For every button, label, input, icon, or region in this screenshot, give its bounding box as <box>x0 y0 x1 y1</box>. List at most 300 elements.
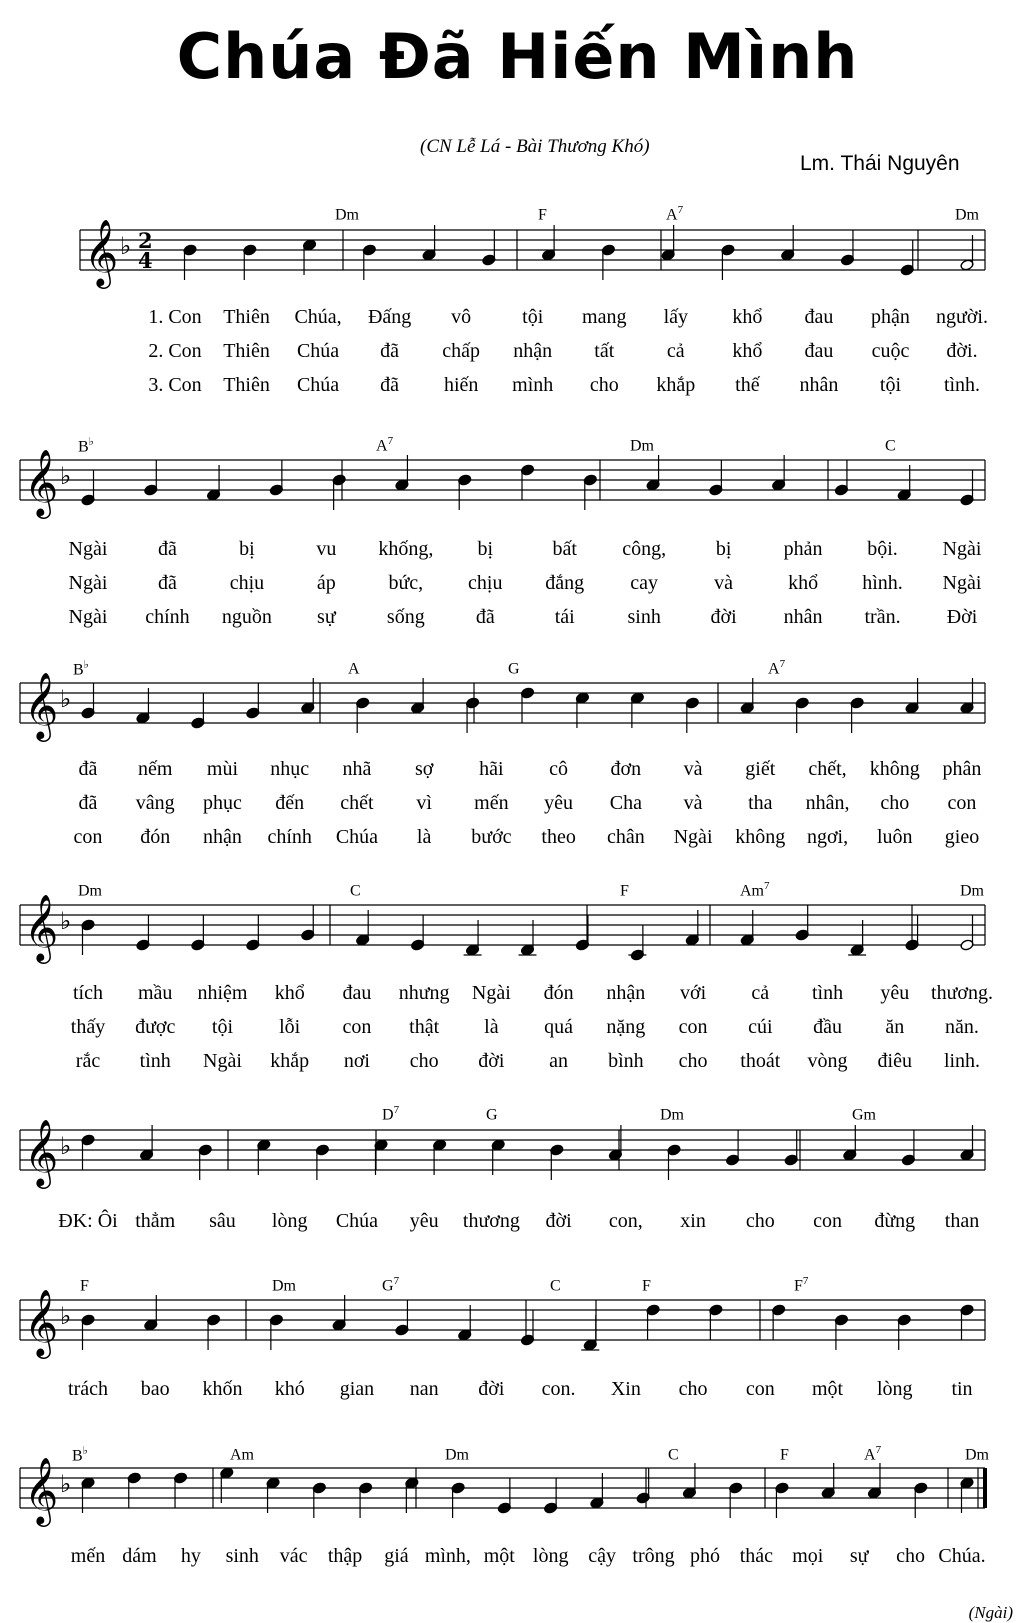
lyric-word: nhiệm <box>197 982 248 1004</box>
chord-root: F <box>80 1277 89 1295</box>
lyric-word: cậy <box>588 1545 616 1567</box>
lyric-word: mọi <box>792 1545 824 1567</box>
lyric-word: điêu <box>877 1050 912 1072</box>
lyric-word: khó <box>274 1378 305 1400</box>
chord-root: B <box>78 438 89 456</box>
flat-icon: ♭ <box>60 1470 72 1498</box>
lyric-word: cho <box>678 1050 708 1072</box>
chord-extension: 7 <box>393 1275 400 1287</box>
chord-symbol <box>335 204 359 224</box>
lyric-word: thương <box>462 1210 520 1232</box>
lyric-word: phận <box>871 306 910 328</box>
flat-icon: ♭ <box>60 1302 72 1330</box>
lyric-word: chính <box>145 606 190 628</box>
chord-root: F <box>642 1277 651 1295</box>
lyric-word: cho <box>409 1050 439 1072</box>
treble-clef-icon: 𝄞 <box>24 671 59 739</box>
chord-root: D <box>382 1106 394 1124</box>
lyric-word: Đấng <box>367 306 412 328</box>
lyric-word: yêu <box>544 792 574 814</box>
lyric-word: thế <box>735 374 760 396</box>
chord-root: Dm <box>660 1106 684 1124</box>
lyric-word: con, <box>608 1210 643 1232</box>
chord-root: Dm <box>630 437 654 455</box>
chord-symbol <box>780 1444 789 1464</box>
lyric-word: con <box>73 826 103 848</box>
lyric-word: an <box>549 1050 569 1072</box>
lyric-word: xin <box>680 1210 706 1232</box>
chord-extension: ♭ <box>82 1445 88 1457</box>
lyric-word: mến <box>474 792 509 814</box>
flat-icon: ♭ <box>60 685 72 713</box>
chord-extension: 7 <box>387 435 394 447</box>
chord-symbol <box>864 1444 881 1464</box>
chord-extension: 7 <box>764 880 770 892</box>
lyric-word: Chúa <box>296 340 340 362</box>
lyric-word: thật <box>409 1016 440 1038</box>
lyric-word: khốn <box>202 1378 243 1400</box>
lyric-word: không <box>735 826 786 848</box>
lyric-word: thoát <box>740 1050 781 1072</box>
lyric-word: và <box>714 572 734 594</box>
lyric-word: sâu <box>209 1210 236 1232</box>
lyric-word: bị <box>715 538 732 560</box>
lyric-word: mến <box>70 1545 106 1567</box>
lyric-word: tha <box>748 792 773 814</box>
chord-root: A <box>864 1446 876 1464</box>
lyric-word: áp <box>316 572 336 594</box>
chord-root: Dm <box>335 206 359 224</box>
lyric-word: thương. <box>931 982 993 1004</box>
lyric-word: vâng <box>135 792 175 814</box>
lyric-word: phó <box>689 1545 720 1567</box>
treble-clef-icon: 𝄞 <box>84 218 119 286</box>
time-signature-top: 2 <box>138 228 153 253</box>
lyric-word: Thiên <box>223 306 270 328</box>
staff-system-2 <box>0 440 1035 520</box>
chord-root: Gm <box>852 1106 876 1124</box>
chord-root: G <box>382 1277 394 1295</box>
chord-extension: 7 <box>677 204 684 216</box>
treble-clef-icon: 𝄞 <box>24 1288 59 1356</box>
lyric-word: cho <box>745 1210 775 1232</box>
chord-root: A <box>348 660 360 678</box>
lyric-word: và <box>683 792 703 814</box>
lyric-word: tội <box>522 306 544 328</box>
lyric-word: đời <box>545 1210 572 1232</box>
chord-symbol <box>794 1275 808 1295</box>
chord-symbol <box>80 1275 89 1295</box>
lyric-word: cô <box>549 758 569 780</box>
chord-symbol <box>642 1275 651 1295</box>
lyric-word: nếm <box>138 758 173 780</box>
composer-name: Lm. Thái Nguyên <box>800 152 960 175</box>
lyric-word: đừng <box>874 1210 916 1232</box>
lyric-word: đời <box>478 1050 505 1072</box>
staff-system-1 <box>0 210 1035 290</box>
chord-root: F <box>538 206 547 224</box>
chord-symbol <box>348 658 360 678</box>
chord-symbol <box>960 880 984 900</box>
lyric-word: một <box>483 1545 515 1567</box>
chord-root: Am <box>230 1446 254 1464</box>
lyric-word: khổ <box>274 982 305 1004</box>
lyric-word: đã <box>475 606 495 628</box>
staff-system-6 <box>0 1280 1035 1360</box>
chord-root: Dm <box>445 1446 469 1464</box>
lyric-word: cay <box>630 572 659 594</box>
lyric-word: là <box>484 1016 499 1038</box>
lyric-word: con <box>813 1210 842 1232</box>
lyric-word: chính <box>267 826 312 848</box>
lyric-word: hy <box>180 1545 201 1567</box>
chord-root: Am <box>740 882 764 900</box>
lyric-word: con. <box>541 1378 576 1400</box>
lyric-word: bao <box>140 1378 170 1400</box>
lyric-word: Ngài <box>203 1050 242 1072</box>
lyric-word: Ngài <box>471 982 511 1004</box>
chord-symbol <box>508 658 520 678</box>
lyric-word: cả <box>666 340 685 362</box>
chord-symbol <box>230 1444 254 1464</box>
treble-clef-icon: 𝄞 <box>24 1456 59 1524</box>
lyric-word: chân <box>606 826 645 848</box>
lyric-word: mình, <box>424 1545 471 1567</box>
lyric-word: trần. <box>864 606 901 628</box>
lyric-word: luôn <box>876 826 913 848</box>
chord-extension: 7 <box>393 1104 400 1116</box>
lyric-word: nhân, <box>805 792 850 814</box>
flat-icon: ♭ <box>60 907 72 935</box>
chord-root: C <box>885 437 896 455</box>
lyric-word: nơi <box>343 1050 370 1072</box>
chord-symbol <box>550 1275 561 1295</box>
chord-symbol <box>668 1444 679 1464</box>
lyric-word: thác <box>739 1545 773 1567</box>
lyric-word: tội <box>879 374 902 396</box>
lyric-word: than <box>944 1210 980 1232</box>
lyric-word: Ngài <box>68 538 108 560</box>
lyric-word: chết, <box>808 758 847 780</box>
chord-root: G <box>486 1106 498 1124</box>
lyric-word: nhân <box>799 374 839 396</box>
lyric-word: ngơi, <box>806 826 849 848</box>
lyric-word: tin <box>951 1378 973 1400</box>
lyric-word: tất <box>594 340 615 362</box>
chord-root: Dm <box>78 882 102 900</box>
lyric-word: yêu <box>880 982 910 1004</box>
chord-root: A <box>666 206 678 224</box>
lyric-word: nguồn <box>221 606 272 628</box>
lyric-word: đã <box>158 538 177 560</box>
lyric-word: chịu <box>468 572 503 594</box>
lyric-word: Đời <box>946 606 978 628</box>
lyric-word: đã <box>158 572 177 594</box>
lyric-word: tích <box>73 982 103 1004</box>
chord-symbol <box>382 1104 399 1124</box>
lyric-word: rắc <box>75 1050 101 1072</box>
lyric-word: thẳm <box>135 1210 176 1232</box>
song-subtitle: (CN Lễ Lá - Bài Thương Khó) <box>420 136 650 157</box>
lyric-word: nhục <box>270 758 310 780</box>
lyric-word: khắp <box>270 1050 310 1072</box>
lyric-word: đời. <box>946 340 978 362</box>
chord-root: F <box>620 882 629 900</box>
lyric-word: đã <box>380 374 400 396</box>
lyric-word: bội. <box>867 538 898 560</box>
lyric-word: nặng <box>606 1016 646 1038</box>
lyric-word: mang <box>582 306 627 328</box>
lyric-word: với <box>679 982 707 1004</box>
time-signature-bottom: 4 <box>138 248 153 273</box>
treble-clef-icon: 𝄞 <box>24 893 59 961</box>
lyric-word: một <box>811 1378 844 1400</box>
lyric-word: hiến <box>443 374 479 396</box>
lyric-word: đã <box>78 792 98 814</box>
lyric-word: cúi <box>748 1016 773 1038</box>
chord-symbol <box>72 1444 88 1465</box>
lyric-word: mình <box>512 374 554 396</box>
lyric-word: vì <box>416 792 432 814</box>
chord-root: C <box>668 1446 679 1464</box>
lyric-word: Chúa <box>335 1210 379 1232</box>
lyric-word: đón <box>140 826 171 848</box>
lyric-word: yêu <box>409 1210 439 1232</box>
lyric-word: được <box>135 1016 176 1038</box>
lyric-word: khổ <box>732 306 763 328</box>
lyric-word: đau <box>804 340 834 362</box>
chord-symbol <box>740 880 770 900</box>
lyric-word: bị <box>239 538 255 560</box>
lyric-word: sinh <box>225 1545 259 1567</box>
lyric-word: Thiên <box>223 374 270 396</box>
lyric-word: Chúa <box>296 374 340 396</box>
chord-symbol <box>73 658 89 679</box>
lyric-word: bức, <box>388 572 424 594</box>
lyric-word: phân <box>942 758 982 780</box>
lyric-word: đầu <box>813 1016 842 1038</box>
staff-system-4 <box>0 885 1035 965</box>
lyric-word: cho <box>678 1378 708 1400</box>
chord-root: B <box>73 661 84 679</box>
lyric-word: Ngài <box>68 572 108 594</box>
lyric-word: tình. <box>943 374 981 396</box>
lyric-word: đón <box>543 982 574 1004</box>
lyric-word: Ngài <box>942 572 982 594</box>
lyric-word: quá <box>544 1016 574 1038</box>
lyric-word: nhân <box>783 606 823 628</box>
lyric-word: 3. Con <box>148 374 202 396</box>
lyric-word: chấp <box>442 340 481 362</box>
lyric-word: cả <box>751 982 770 1004</box>
lyric-word: hãi <box>479 758 504 780</box>
lyric-word: Cha <box>609 792 642 814</box>
lyric-word: đắng <box>545 572 585 594</box>
lyric-word: con <box>745 1378 775 1400</box>
chord-symbol <box>78 880 102 900</box>
chord-symbol <box>538 204 547 224</box>
lyric-word: lỗi <box>279 1016 301 1038</box>
lyric-word: sự <box>849 1545 869 1567</box>
chord-root: Dm <box>965 1446 989 1464</box>
lyric-word: Ngài <box>68 606 108 628</box>
lyric-word: đã <box>380 340 400 362</box>
lyric-word: phản <box>783 538 823 560</box>
lyric-word: vô <box>451 306 472 328</box>
lyric-word: tội <box>211 1016 234 1038</box>
chord-root: G <box>508 660 520 678</box>
lyric-word: trông <box>632 1545 675 1567</box>
chord-root: Dm <box>272 1277 296 1295</box>
lyric-word: đơn <box>610 758 642 780</box>
lyric-word: Chúa, <box>294 306 342 328</box>
flat-icon: ♭ <box>60 1132 72 1160</box>
chord-symbol <box>955 204 979 224</box>
lyric-word: Ngài <box>942 538 982 560</box>
lyric-word: Chúa <box>335 826 379 848</box>
lyric-word: đời <box>710 606 737 628</box>
lyric-word: 1. Con <box>148 306 202 328</box>
lyric-word: năn. <box>945 1016 979 1038</box>
chord-extension: 7 <box>779 658 786 670</box>
lyric-word: nhận <box>606 982 646 1004</box>
lyric-word: khổ <box>732 340 763 362</box>
chord-symbol <box>272 1275 296 1295</box>
lyric-word: nan <box>409 1378 439 1400</box>
lyric-word: vu <box>316 538 337 560</box>
lyric-word: đau <box>342 982 372 1004</box>
chord-root: C <box>550 1277 561 1295</box>
lyric-word: khống, <box>378 538 434 560</box>
lyric-word: bị <box>477 538 494 560</box>
chord-extension: 7 <box>802 1275 809 1287</box>
lyric-word: tái <box>554 606 575 628</box>
chord-symbol <box>486 1104 498 1124</box>
chord-symbol <box>620 880 629 900</box>
lyric-word: giá <box>384 1545 409 1567</box>
lyric-word: Chúa. <box>938 1545 986 1567</box>
lyric-word: vác <box>279 1545 308 1567</box>
lyric-word: hình. <box>862 572 903 594</box>
chord-root: A <box>376 437 388 455</box>
lyric-word: cho <box>880 792 910 814</box>
lyric-word: lấy <box>663 306 689 328</box>
lyric-word: công, <box>622 538 667 560</box>
chord-symbol <box>382 1275 399 1295</box>
chord-symbol <box>768 658 785 678</box>
lyric-word: đến <box>275 792 305 814</box>
chord-extension: 7 <box>875 1444 882 1456</box>
chord-extension: ♭ <box>88 436 94 448</box>
lyric-word: bước <box>471 826 512 848</box>
lyric-word: nhận <box>513 340 553 362</box>
song-title: Chúa Đã Hiến Mình <box>176 20 859 93</box>
lyric-word: nhận <box>203 826 242 848</box>
lyric-word: con <box>947 792 977 814</box>
chord-symbol <box>852 1104 876 1124</box>
chord-root: Dm <box>960 882 984 900</box>
lyric-word: gieo <box>944 826 980 848</box>
lyric-word: lòng <box>532 1545 569 1567</box>
lyric-word: bất <box>552 538 577 560</box>
footer-note: (Ngài) <box>968 1603 1013 1622</box>
chord-root: A <box>768 660 780 678</box>
lyric-word: phục <box>203 792 242 814</box>
lyric-word: thập <box>327 1545 363 1567</box>
lyric-word: nhưng <box>398 982 450 1004</box>
lyric-word: và <box>683 758 703 780</box>
lyric-word: khắp <box>656 374 696 396</box>
lyric-word: 2. Con <box>148 340 202 362</box>
lyric-word: lòng <box>271 1210 308 1232</box>
lyric-word: theo <box>541 826 576 848</box>
treble-clef-icon: 𝄞 <box>24 448 59 516</box>
chord-symbol <box>630 435 654 455</box>
lyric-word: Xin <box>610 1378 641 1400</box>
lyric-word: chịu <box>229 572 265 594</box>
lyric-word: đời <box>478 1378 505 1400</box>
flat-icon: ♭ <box>60 462 72 490</box>
chord-symbol <box>445 1444 469 1464</box>
lyric-word: sợ <box>414 758 434 780</box>
lyric-word: tình <box>139 1050 171 1072</box>
lyric-word: Ngài <box>673 826 713 848</box>
lyric-word: nhã <box>342 758 372 780</box>
lyric-word: gian <box>339 1378 375 1400</box>
chord-root: F <box>794 1277 803 1295</box>
chord-symbol <box>376 435 393 455</box>
chord-root: C <box>350 882 361 900</box>
lyric-word: dám <box>122 1545 157 1567</box>
lyric-word: sự <box>317 606 336 628</box>
lyric-word: ĐK: Ôi <box>58 1210 118 1232</box>
lyric-word: không <box>869 758 920 780</box>
chord-root: F <box>780 1446 789 1464</box>
lyric-word: thấy <box>70 1016 106 1038</box>
lyric-word: trách <box>68 1378 108 1400</box>
chord-symbol <box>350 880 361 900</box>
lyric-word: linh. <box>943 1050 981 1072</box>
chord-root: Dm <box>955 206 979 224</box>
lyric-word: bình <box>608 1050 644 1072</box>
lyric-word: mầu <box>138 982 173 1004</box>
lyric-word: cuộc <box>871 340 910 362</box>
lyric-word: con <box>342 1016 372 1038</box>
lyric-word: cho <box>896 1545 926 1567</box>
lyric-word: người. <box>936 306 988 328</box>
lyric-word: tình <box>811 982 844 1004</box>
chord-symbol <box>965 1444 989 1464</box>
lyric-word: chết <box>340 792 374 814</box>
lyric-word: vòng <box>807 1050 848 1072</box>
flat-icon: ♭ <box>120 232 132 260</box>
chord-symbol <box>660 1104 684 1124</box>
lyric-word: giết <box>745 758 776 780</box>
lyric-word: khổ <box>788 572 819 594</box>
lyric-word: đau <box>804 306 834 328</box>
lyric-word: đã <box>78 758 98 780</box>
lyric-word: con <box>678 1016 708 1038</box>
treble-clef-icon: 𝄞 <box>24 1118 59 1186</box>
lyric-word: lòng <box>876 1378 913 1400</box>
lyric-word: sống <box>386 606 425 628</box>
lyric-word: là <box>416 826 432 848</box>
chord-symbol <box>885 435 896 455</box>
chord-symbol <box>78 435 94 456</box>
lyric-word: Thiên <box>223 340 270 362</box>
lyric-word: ăn <box>885 1016 905 1038</box>
chord-symbol <box>666 204 683 224</box>
